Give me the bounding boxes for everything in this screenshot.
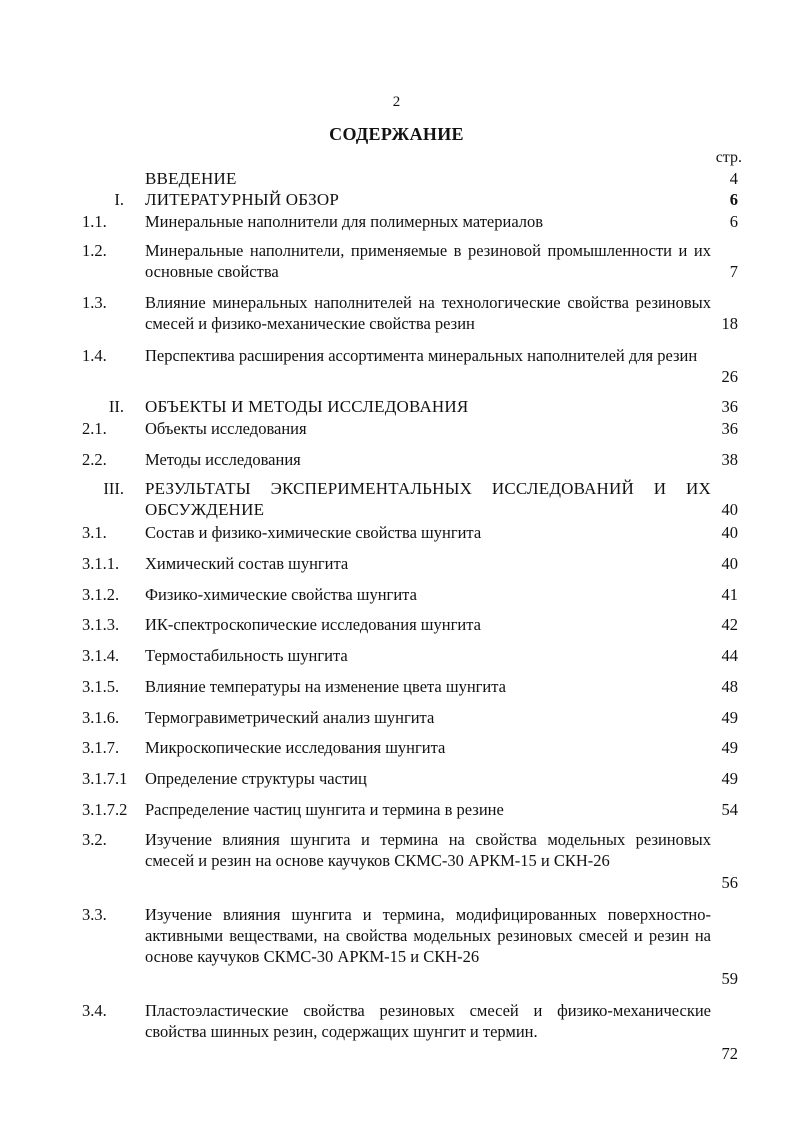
toc-entry-page: 40 xyxy=(721,554,738,573)
toc-entry-number: III. xyxy=(103,479,124,498)
toc-entry-title: ЛИТЕРАТУРНЫЙ ОБЗОР xyxy=(145,190,340,209)
toc-entry-title: ВВЕДЕНИЕ xyxy=(145,169,237,188)
toc-entry-title: Минеральные наполнители для полимерных материалов xyxy=(145,212,544,231)
toc-entry-page: 7 xyxy=(729,262,738,281)
toc-entry-title: Минеральные наполнители, применяемые в резиновой промышленности и их основные свойства xyxy=(145,241,711,281)
toc-entry-title: РЕЗУЛЬТАТЫ ЭКСПЕРИМЕНТАЛЬНЫХ ИССЛЕДОВАНИЙ И ИХ ОБСУЖДЕНИЕ xyxy=(145,479,711,519)
toc-entry-page: 4 xyxy=(729,169,738,188)
toc-entry-page: 54 xyxy=(721,800,738,819)
toc-entry-page: 6 xyxy=(729,190,738,209)
toc-entry-page: 26 xyxy=(721,367,738,386)
toc-entry-number: 3.1. xyxy=(82,523,107,542)
toc-entry-number: 3.1.5. xyxy=(82,677,120,696)
toc-entry-title: Микроскопические исследования шунгита xyxy=(145,738,446,757)
toc-entry-title: Влияние температуры на изменение цвета шунгита xyxy=(145,677,506,696)
page-column-label: стр. xyxy=(715,149,742,166)
toc-entry-number: 3.1.1. xyxy=(82,554,120,573)
toc-entry-page: 18 xyxy=(721,314,738,333)
toc-entry-page: 36 xyxy=(721,397,738,416)
toc-entry-page: 40 xyxy=(721,500,738,519)
toc-entry-page: 38 xyxy=(721,450,738,469)
toc-entry-page: 42 xyxy=(721,615,738,634)
toc-entry-number: 3.1.3. xyxy=(82,615,120,634)
toc-entry-number: 1.2. xyxy=(82,241,107,260)
toc-entry-title: Термогравиметрический анализ шунгита xyxy=(145,708,435,727)
toc-entry-title: Определение структуры частиц xyxy=(145,769,367,788)
toc-entry-number: 2.1. xyxy=(82,419,107,438)
toc-entry-number: 3.4. xyxy=(82,1001,107,1020)
toc-entry-number: 3.1.4. xyxy=(82,646,120,665)
toc-entry-title: ИК-спектроскопические исследования шунгита xyxy=(145,615,481,634)
page-title: СОДЕРЖАНИЕ xyxy=(329,124,464,144)
toc-entry-title: Изучение влияния шунгита и термина на свойства модельных резиновых смесей и резин на основе каучуков СКМС-30 АРКМ-15 и СКН-26 xyxy=(145,830,711,870)
toc-entry-number: 3.1.7.1 xyxy=(82,769,128,788)
toc-entry-title: Методы исследования xyxy=(145,450,301,469)
toc-entry-title: ОБЪЕКТЫ И МЕТОДЫ ИССЛЕДОВАНИЯ xyxy=(145,397,469,416)
toc-entry-page: 40 xyxy=(721,523,738,542)
toc-entry-page: 44 xyxy=(721,646,738,665)
toc-entry-page: 49 xyxy=(721,738,738,757)
toc-entry-title: Физико-химические свойства шунгита xyxy=(145,585,417,604)
toc-entry-title: Химический состав шунгита xyxy=(145,554,349,573)
page-number: 2 xyxy=(392,94,401,110)
toc-entry-title: Распределение частиц шунгита и термина в резине xyxy=(145,800,504,819)
toc-entry-page: 41 xyxy=(721,585,738,604)
toc-entry-number: 1.3. xyxy=(82,293,107,312)
toc-entry-number: 1.1. xyxy=(82,212,107,231)
toc-entry-number: 3.3. xyxy=(82,905,107,924)
toc-entry-page: 59 xyxy=(721,969,738,988)
toc-entry-number: 3.1.2. xyxy=(82,585,120,604)
toc-entry-number: 3.1.6. xyxy=(82,708,120,727)
toc-entry-page: 72 xyxy=(721,1044,738,1063)
toc-entry-title: Изучение влияния шунгита и термина, модифицированных поверхностно-активными веществами, на свойства модельных резиновых смесей и резин на основе каучуков СКМС-30 АРКМ-15 и СКН-26 xyxy=(145,905,711,966)
toc-entry-number: 3.2. xyxy=(82,830,107,849)
toc-entry-page: 48 xyxy=(721,677,738,696)
toc-entry-page: 56 xyxy=(721,873,738,892)
toc-entry-number: 2.2. xyxy=(82,450,107,469)
toc-entry-title: Термостабильность шунгита xyxy=(145,646,348,665)
toc-entry-title: Объекты исследования xyxy=(145,419,307,438)
toc-entry-title: Состав и физико-химические свойства шунгита xyxy=(145,523,482,542)
toc-entry-page: 6 xyxy=(729,212,738,231)
toc-entry-number: II. xyxy=(108,397,124,416)
toc-entry-number: I. xyxy=(114,190,124,209)
toc-entry-page: 49 xyxy=(721,769,738,788)
toc-entry-number: 3.1.7. xyxy=(82,738,120,757)
toc-entry-number: 1.4. xyxy=(82,346,107,365)
toc-entry-title: Влияние минеральных наполнителей на технологические свойства резиновых смесей и физико-механические свойства резин xyxy=(145,293,711,333)
toc-entry-title: Пластоэластические свойства резиновых смесей и физико-механические свойства шинных резин, содержащих шунгит и термин. xyxy=(145,1001,711,1041)
toc-entry-title: Перспектива расширения ассортимента минеральных наполнителей для резин xyxy=(145,346,698,365)
toc-entry-page: 36 xyxy=(721,419,738,438)
toc-entry-number: 3.1.7.2 xyxy=(82,800,128,819)
toc-entry-page: 49 xyxy=(721,708,738,727)
